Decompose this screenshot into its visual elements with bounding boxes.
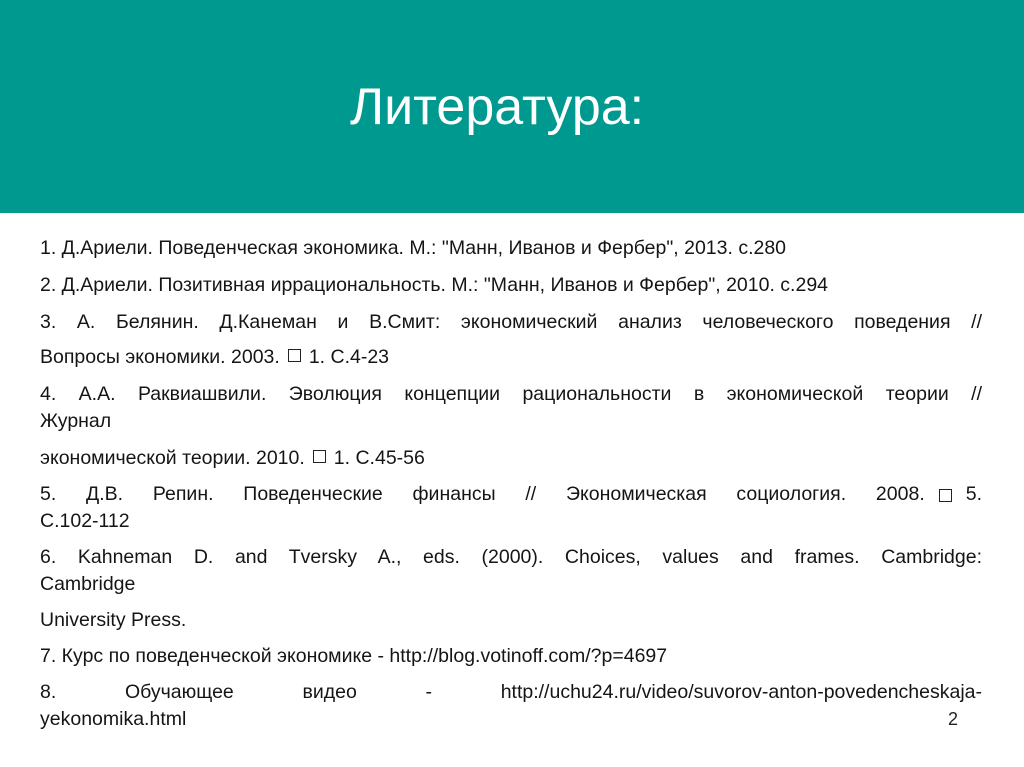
- reference-item-2: 2. Д.Ариели. Позитивная иррациональность. М.: "Манн, Иванов и Фербер", 2010. с.294: [40, 274, 829, 296]
- number-sign-icon: [939, 489, 952, 502]
- reference-item-6-line-3: University Press.: [40, 609, 187, 631]
- reference-item-4-line-1: 4. А.А. Раквиашвили. Эволюция концепции рациональности в экономической теории //: [40, 383, 982, 405]
- number-sign-icon: [288, 349, 301, 362]
- reference-item-4-source: экономической теории. 2010.: [40, 447, 305, 469]
- reference-item-4-line-3: [40, 445, 982, 472]
- reference-item-6-line-2: Cambridge: [40, 573, 136, 595]
- reference-item-3-pages: 1. С.4-23: [308, 346, 390, 368]
- reference-item-4-line-2: Журнал: [40, 410, 112, 432]
- reference-item-5-line-2: С.102-112: [40, 510, 130, 532]
- reference-item-4-pages: 1. С.45-56: [333, 447, 425, 469]
- reference-item-5-issue: 5.: [965, 483, 982, 505]
- reference-item-3-source: Вопросы экономики. 2003.: [40, 346, 280, 368]
- reference-item-7: 7. Курс по поведенческой экономике - http://blog.votinoff.com/?p=4697: [40, 645, 668, 667]
- reference-item-3-line-1: 3. А. Белянин. Д.Канеман и В.Смит: экономический анализ человеческого поведения //: [40, 311, 982, 333]
- reference-item-5-line-1: [40, 481, 982, 508]
- title-banner: [0, 0, 1024, 213]
- slide-title: Литература:: [350, 78, 645, 136]
- page-number: 2: [948, 709, 959, 729]
- reference-item-5-source: 5. Д.В. Репин. Поведенческие финансы // Экономическая социология. 2008.: [40, 483, 925, 505]
- reference-item-8-line-1: 8. Обучающее видео - http://uchu24.ru/video/suvorov-anton-povedencheskaja-: [40, 681, 982, 703]
- reference-item-8-line-2: yekonomika.html: [40, 708, 187, 730]
- reference-item-6-line-1: 6. Kahneman D. and Tversky A., eds. (2000). Choices, values and frames. Cambridge:: [40, 546, 982, 568]
- reference-item-1: 1. Д.Ариели. Поведенческая экономика. М.: "Манн, Иванов и Фербер", 2013. с.280: [40, 237, 787, 259]
- number-sign-icon: [313, 450, 326, 463]
- reference-item-3-line-2: [40, 344, 982, 371]
